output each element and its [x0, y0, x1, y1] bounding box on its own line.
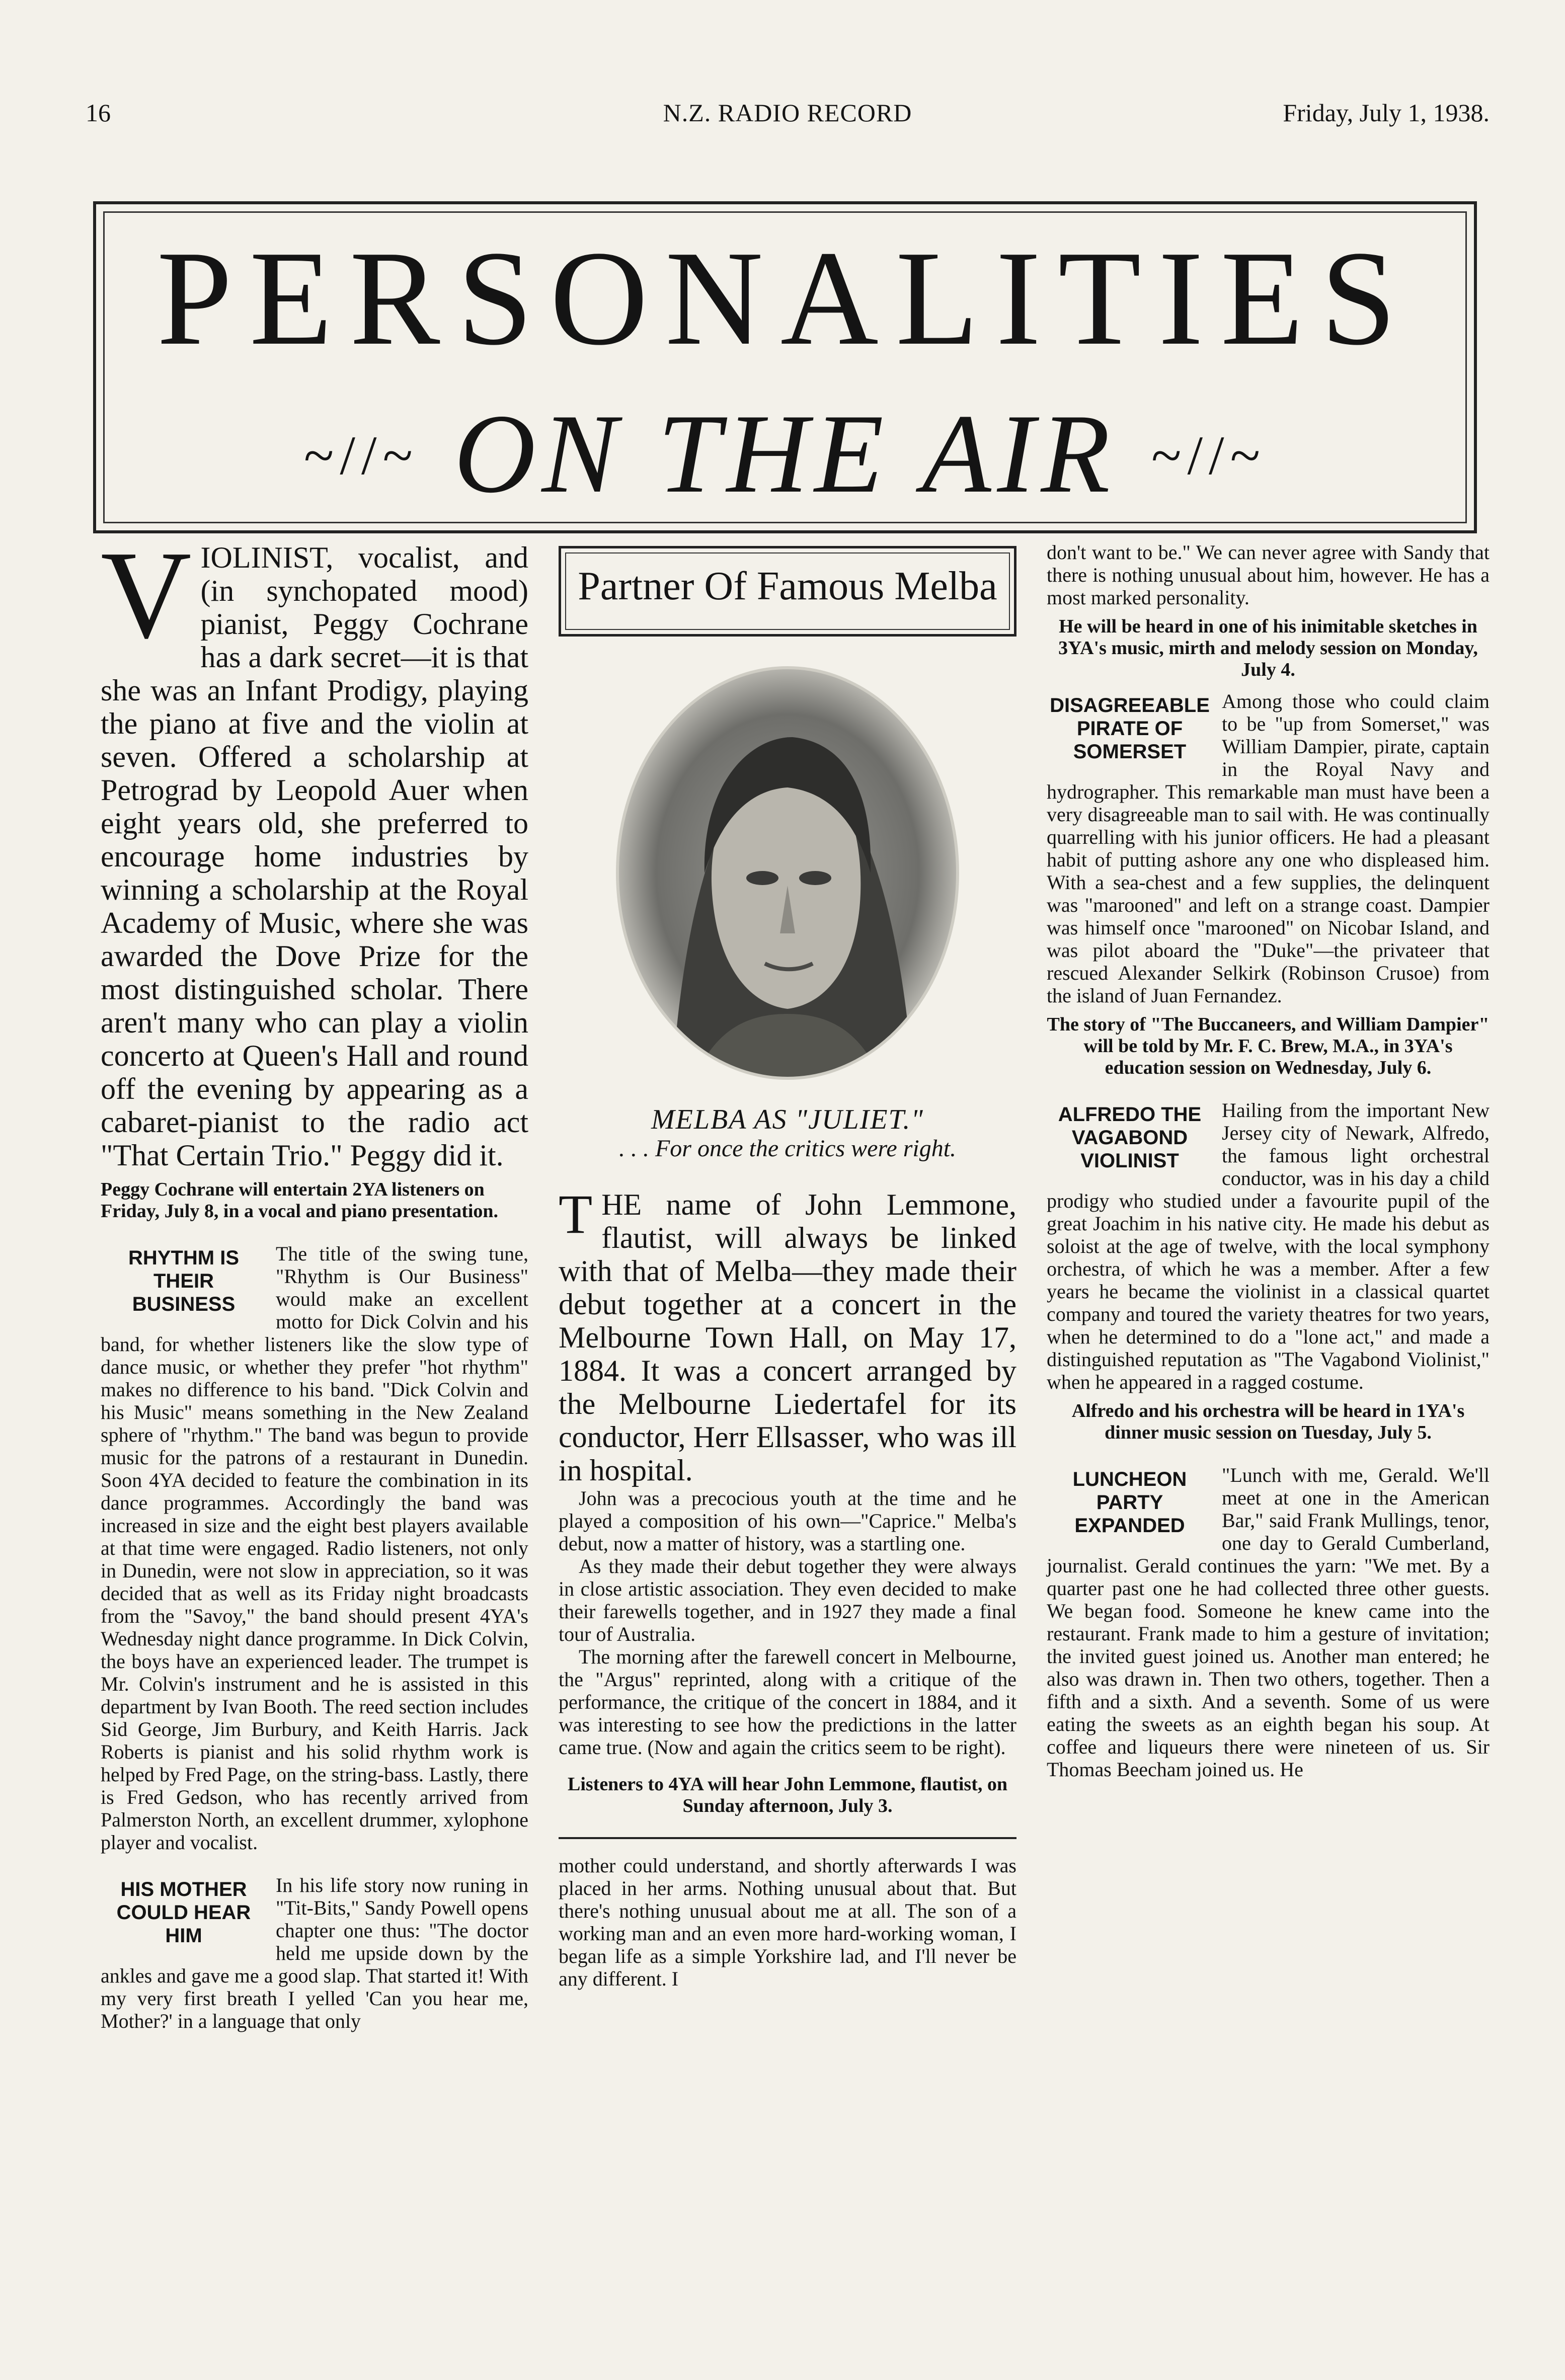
alfredo-side-head: ALFREDO THE VAGABOND VIOLINIST [1058, 1103, 1202, 1172]
mother-article-text: In his life story now runing in "Tit-Bits," Sandy Powell opens chapter one thus: "The doctor held me upside down by the ankles and gave me a good slap. That started it! With my very first breath I yelled 'Can you hear me, Mother?' in a language that only [101, 1874, 528, 2032]
mother-article [101, 1874, 528, 2032]
pirate-side-head: DISAGREEABLE PIRATE OF SOMERSET [1050, 694, 1210, 763]
alfredo-broadcast-note: Alfredo and his orchestra will be heard in 1YA's dinner music session on Tuesday, July 5. [1071, 1400, 1465, 1443]
lemmone-para-2: John was a precocious youth at the time and he played a composition of his own—"Caprice." Melba's debut, now a matter of history, was a startling one. [559, 1487, 1016, 1555]
lemmone-article-lead [559, 1183, 1016, 1487]
column-1 [101, 525, 528, 2032]
photo-caption: MELBA AS "JULIET." [651, 1104, 924, 1135]
portrait-photo-icon [611, 662, 964, 1084]
masthead-box [93, 201, 1477, 533]
alfredo-article-text: Hailing from the important New Jersey city of Newark, Alfredo, the famous light orchestral conductor, was in his day a child prodigy who studied under a favourite pupil of the great Joachim in his native city. He made his debut as soloist at the age of twelve, with the local symphony orchestra, of which he was a member. After a few years he became the violinist in a classical quartet company and toured the variety theatres for two years, when he determined to do a "lone act," and made a distinguished reputation as "The Vagabond Violinist," when he appeared in a ragged costume. [1047, 1099, 1490, 1393]
lemmone-para-3: As they made their debut together they were always in close artistic association. They even decided to make their farewells together, and in 1927 they made a final tour of Australia. [559, 1555, 1016, 1645]
column-divider-rule [559, 1837, 1016, 1839]
rhythm-side-head: RHYTHM IS THEIR BUSINESS [128, 1247, 239, 1315]
rhythm-article-text: The title of the swing tune, "Rhythm is Our Business" would make an excellent motto for Dick Colvin and his band, for whether listeners like the slow type of dance music, or whether they prefer "hot rhythm" makes no difference to his band. "Dick Colvin and his Music" means something in the New Zealand sphere of "rhythm." The band was begun to provide music for the patrons of a restaurant in Dunedin. Soon 4YA decided to feature the combination in its dance programmes. Accordingly the band was increased in size and the eight best players available at that time were engaged. Radio listeners, not only in Dunedin, were not slow in appreciation, so it was decided that as well as its Friday night broadcasts from the "Savoy," the band should present 4YA's Wednesday night dance programme. In Dick Colvin, the boys have an experienced leader. The trumpet is Mr. Colvin's instrument and he is assisted in this department by Ivan Booth. The reed section includes Sid George, Jim Burbury, and Keith Harris. Jack Roberts is pianist and his solid rhythm work is helped by Fred Page, on the string-bass. Lastly, there is Fred Gedson, who has recently arrived from Palmerston North, an excellent drummer, xylophone player and vocalist. [101, 1242, 528, 1854]
photo-subcaption: . . . For once the critics were right. [618, 1135, 957, 1162]
pirate-article-text: Among those who could claim to be "up from Somerset," was William Dampier, pirate, captain in the Royal Navy and hydrographer. This remarkable man must have been a very disagreeable man to sail with. He was continually quarrelling with his junior officers. He had a pleasant habit of putting ashore any one who displeased him. With a sea-chest and a few supplies, the delinquent was "marooned" and left on a strange coast. Dampier was himself once "marooned" on Nicobar Island, and was pilot aboard the "Duke"—the privateer that rescued Alexander Selkirk (Robinson Crusoe) from the island of Juan Fernandez. [1047, 690, 1490, 1007]
melba-title-box [559, 546, 1016, 637]
page-number: 16 [86, 99, 111, 127]
peggy-broadcast-note: Peggy Cochrane will entertain 2YA listeners on Friday, July 8, in a vocal and piano presentation. [101, 1179, 499, 1222]
lemmone-broadcast-note: Listeners to 4YA will hear John Lemmone, flautist, on Sunday afternoon, July 3. [567, 1774, 1008, 1816]
alfredo-article [1047, 1099, 1490, 1393]
lemmone-para-4: The morning after the farewell concert in Melbourne, the "Argus" reprinted, along with a critique of the performance, the critique of the concert in 1884, and it was interesting to see how the predictions in the latter came true. (Now and again the critics seem to be right). [559, 1645, 1016, 1759]
rhythm-article [101, 1242, 528, 1854]
lemmone-lead-text: HE name of John Lemmone, flautist, will always be linked with that of Melba—they made their debut together at a concert in the Melbourne Town Hall, on May 17, 1884. It was a concert arranged by the Melbourne Liedertafel for its conductor, Herr Ellsasser, who was ill in hospital. [559, 1188, 1016, 1487]
mother-article-continued: mother could understand, and shortly afterwards I was placed in her arms. Nothing unusual about that. But there's nothing unusual about me at all. The son of a working man and an even more hard-working woman, I began life as a simple Yorkshire lad, and I'll never be any different. I [559, 1854, 1016, 1990]
column-2 [559, 541, 1016, 1990]
masthead-subtitle: ON THE AIR [454, 390, 1116, 516]
melba-title: Partner Of Famous Melba [565, 552, 1010, 630]
pirate-broadcast-note: The story of "The Buccaneers, and William Dampier" will be told by Mr. F. C. Brew, M.A., in 3YA's education session on Wednesday, July 6. [1047, 1014, 1490, 1078]
masthead-subtitle-row [96, 390, 1474, 528]
sandy-continued: don't want to be." We can never agree with Sandy that there is nothing unusual about him, however. He has a most marked personality. [1047, 541, 1490, 609]
pirate-article [1047, 690, 1490, 1007]
masthead-title: PERSONALITIES [156, 223, 1414, 373]
luncheon-side-head: LUNCHEON PARTY EXPANDED [1072, 1468, 1187, 1537]
drop-cap-t: T [559, 1183, 593, 1245]
ornament-right-icon: ~//~ [1151, 425, 1267, 487]
sandy-broadcast-note: He will be heard in one of his inimitable sketches in 3YA's music, mirth and melody session on Monday, July 4. [1058, 616, 1478, 680]
mother-side-head: HIS MOTHER COULD HEAR HIM [116, 1878, 251, 1947]
publication-name: N.Z. RADIO RECORD [663, 99, 912, 127]
drop-cap-v: V [101, 525, 192, 665]
column-3 [1047, 541, 1490, 1781]
ornament-left-icon: ~//~ [303, 425, 419, 487]
melba-portrait [611, 662, 964, 1084]
peggy-article [101, 525, 528, 1172]
running-header [86, 98, 1490, 133]
luncheon-article-text: "Lunch with me, Gerald. We'll meet at one in the American Bar," said Frank Mullings, tenor, one day to Gerald Cumberland, journalist. Gerald continues the yarn: "We met. By a quarter past one he had collected three other guests. We began food. Someone he knew came into the restaurant. Frank made to him a gesture of invitation; the invited guest joined us. Another man entered; he also was drawn in. Then two others, together. Then a fifth and a sixth. And a seventh. Some of us were eating the sweets as an eighth began his soup. At coffee and liqueurs there were nineteen of us. Sir Thomas Beecham joined us. He [1047, 1464, 1490, 1781]
peggy-article-text: IOLINIST, vocalist, and (in synchopated mood) pianist, Peggy Cochrane has a dark secret—it is that she was an Infant Prodigy, playing the piano at five and the violin at seven. Offered a scholarship at Petrograd by Leopold Auer when eight years old, she preferred to encourage home industries by winning a scholarship at the Royal Academy of Music, where she was awarded the Dove Prize for the most distinguished scholar. There aren't many who can play a violin concerto at Queen's Hall and round off the evening by appearing as a cabaret-pianist to the radio act "That Certain Trio." Peggy did it. [101, 541, 528, 1172]
issue-date: Friday, July 1, 1938. [1283, 99, 1490, 127]
luncheon-article [1047, 1464, 1490, 1781]
